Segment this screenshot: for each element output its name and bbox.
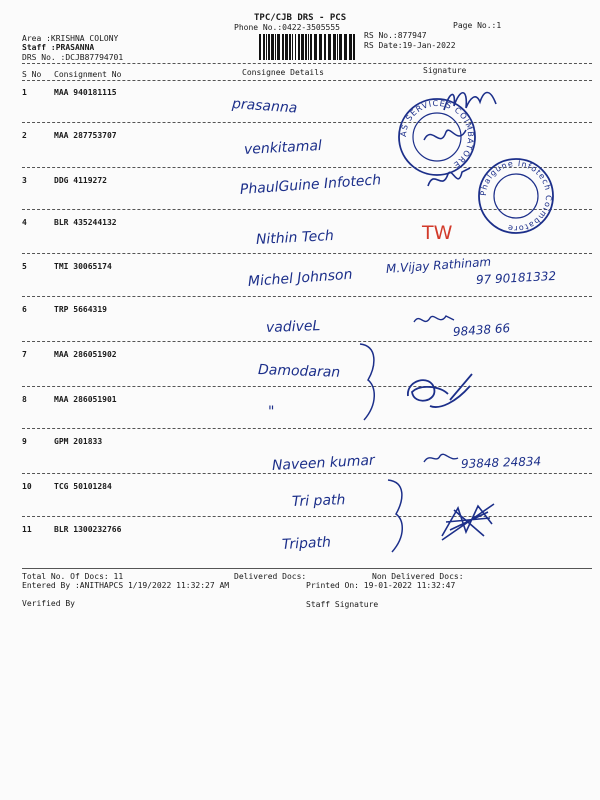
row5-receiver-name: M.Vijay Rathinam (385, 254, 492, 276)
barcode-bar (277, 34, 280, 60)
brace-rows-10-11 (384, 476, 414, 556)
row-consignee-handwritten: Tri path (291, 492, 346, 510)
row-consignee-handwritten: Nithin Tech (255, 227, 335, 248)
signature-rows-7-8 (400, 366, 480, 416)
drs-number: DRS No. :DCJB87794701 (22, 53, 124, 62)
footer-rule (22, 568, 592, 569)
delivered-docs: Delivered Docs: (234, 572, 307, 581)
row9-receiver-phone: 93848 24834 (460, 454, 542, 471)
row-consignment-number: MAA 940181115 (54, 88, 117, 97)
brace-rows-7-8 (356, 340, 386, 426)
barcode-bar (319, 34, 322, 60)
barcode-bar (301, 34, 304, 60)
rs-number: RS No.:877947 (364, 31, 427, 40)
company-stamp-2 (476, 156, 556, 236)
row-consignment-number: TCG 50101284 (54, 482, 112, 491)
row-consignee-handwritten: vadiveL (265, 318, 321, 336)
barcode-bar (349, 34, 352, 60)
barcode-bar (308, 34, 309, 60)
header-rule (22, 63, 592, 64)
row-consignee-handwritten: Michel Johnson (247, 266, 353, 290)
signature-row6 (410, 308, 456, 332)
row-sno: 11 (22, 525, 32, 534)
stamp-1-text: AS SERVICES COIMBATORE (398, 98, 476, 170)
row6-receiver-phone: 98438 66 (452, 321, 511, 339)
row-consignment-number: BLR 1300232766 (54, 525, 122, 534)
signature-row3 (422, 162, 474, 198)
barcode-bar (328, 34, 331, 60)
row5-receiver-phone: 97 90181332 (475, 268, 557, 287)
row-consignment-number: DDG 4119272 (54, 176, 107, 185)
row-consignee-handwritten: Tripath (281, 534, 332, 553)
signature-row1 (440, 84, 500, 120)
row-sno: 7 (22, 350, 27, 359)
non-delivered-docs: Non Delivered Docs: (372, 572, 464, 581)
row-consignee-handwritten: Naveen kumar (271, 452, 376, 474)
row-consignee-handwritten: Damodaran (257, 362, 341, 381)
row-consignment-number: TMI 30065174 (54, 262, 112, 271)
row-consignee-handwritten: " (268, 404, 275, 420)
barcode-bar (289, 34, 291, 60)
barcode-bar (259, 34, 261, 60)
stamp-2-text: Phalgune Infotech Coimbatore (478, 158, 554, 234)
row4-mark: TW (422, 222, 453, 244)
row-consignee-handwritten: PhaulGuine Infotech (239, 172, 382, 198)
verified-by: Verified By (22, 599, 75, 608)
column-rule (22, 80, 592, 81)
row-sno: 10 (22, 482, 32, 491)
row-consignment-number: MAA 286051901 (54, 395, 117, 404)
row-consignment-number: GPM 201833 (54, 437, 103, 446)
barcode-bar (292, 34, 293, 60)
barcode-bar (339, 34, 342, 60)
column-signature: Signature (423, 66, 467, 75)
rs-date: RS Date:19-Jan-2022 (364, 41, 456, 50)
row-divider (22, 341, 592, 342)
barcode-bar (271, 34, 274, 60)
row-sno: 9 (22, 437, 27, 446)
total-docs: Total No. Of Docs: 11 (22, 572, 124, 581)
row-consignment-number: TRP 5664319 (54, 305, 107, 314)
barcode-bar (310, 34, 312, 60)
row-sno: 2 (22, 131, 27, 140)
printed-on: Printed On: 19-01-2022 11:32:47 (306, 581, 456, 590)
row-consignee-handwritten: venkitamal (243, 137, 323, 158)
barcode-bar (337, 34, 338, 60)
row-divider (22, 516, 592, 517)
column-sno: S No (22, 70, 42, 79)
row-divider (22, 253, 592, 254)
entered-by: Entered By :ANITHAPCS 1/19/2022 11:32:27 AM (22, 581, 230, 590)
barcode-bar (275, 34, 276, 60)
signature-row9 (420, 448, 460, 468)
row-consignment-number: MAA 286051902 (54, 350, 117, 359)
barcode-bar (305, 34, 307, 60)
row-divider (22, 428, 592, 429)
row-divider (22, 386, 592, 387)
row-sno: 5 (22, 262, 27, 271)
document-title: TPC/CJB DRS - PCS (254, 13, 347, 23)
barcode-bar (295, 34, 296, 60)
row-divider (22, 296, 592, 297)
area-label: Area :KRISHNA COLONY (22, 34, 119, 43)
barcode-bar (285, 34, 288, 60)
barcode-bar (298, 34, 300, 60)
signature-rows-10-11 (436, 496, 500, 546)
column-consignee: Consignee Details (242, 68, 324, 77)
barcode-bar (353, 34, 355, 60)
row-sno: 4 (22, 218, 27, 227)
column-consignment: Consignment No (54, 70, 122, 79)
row-sno: 3 (22, 176, 27, 185)
row-consignment-number: MAA 287753707 (54, 131, 117, 140)
staff-label: Staff :PRASANNA (22, 43, 95, 52)
barcode-bar (266, 34, 267, 60)
phone-number: Phone No.:0422-3505555 (234, 23, 340, 32)
barcode-bar (324, 34, 326, 60)
row-sno: 1 (22, 88, 27, 97)
row-sno: 6 (22, 305, 27, 314)
barcode-bar (314, 34, 317, 60)
barcode (258, 34, 356, 60)
row-consignment-number: BLR 435244132 (54, 218, 117, 227)
row-divider (22, 473, 592, 474)
barcode-bar (282, 34, 284, 60)
barcode-bar (268, 34, 270, 60)
row-divider (22, 122, 592, 123)
page-number: Page No.:1 (453, 21, 502, 30)
barcode-bar (333, 34, 336, 60)
barcode-bar (344, 34, 347, 60)
row-consignee-handwritten: prasanna (231, 96, 298, 117)
row-sno: 8 (22, 395, 27, 404)
barcode-bar (263, 34, 265, 60)
signature-row2 (420, 122, 470, 152)
staff-signature: Staff Signature (306, 600, 379, 609)
